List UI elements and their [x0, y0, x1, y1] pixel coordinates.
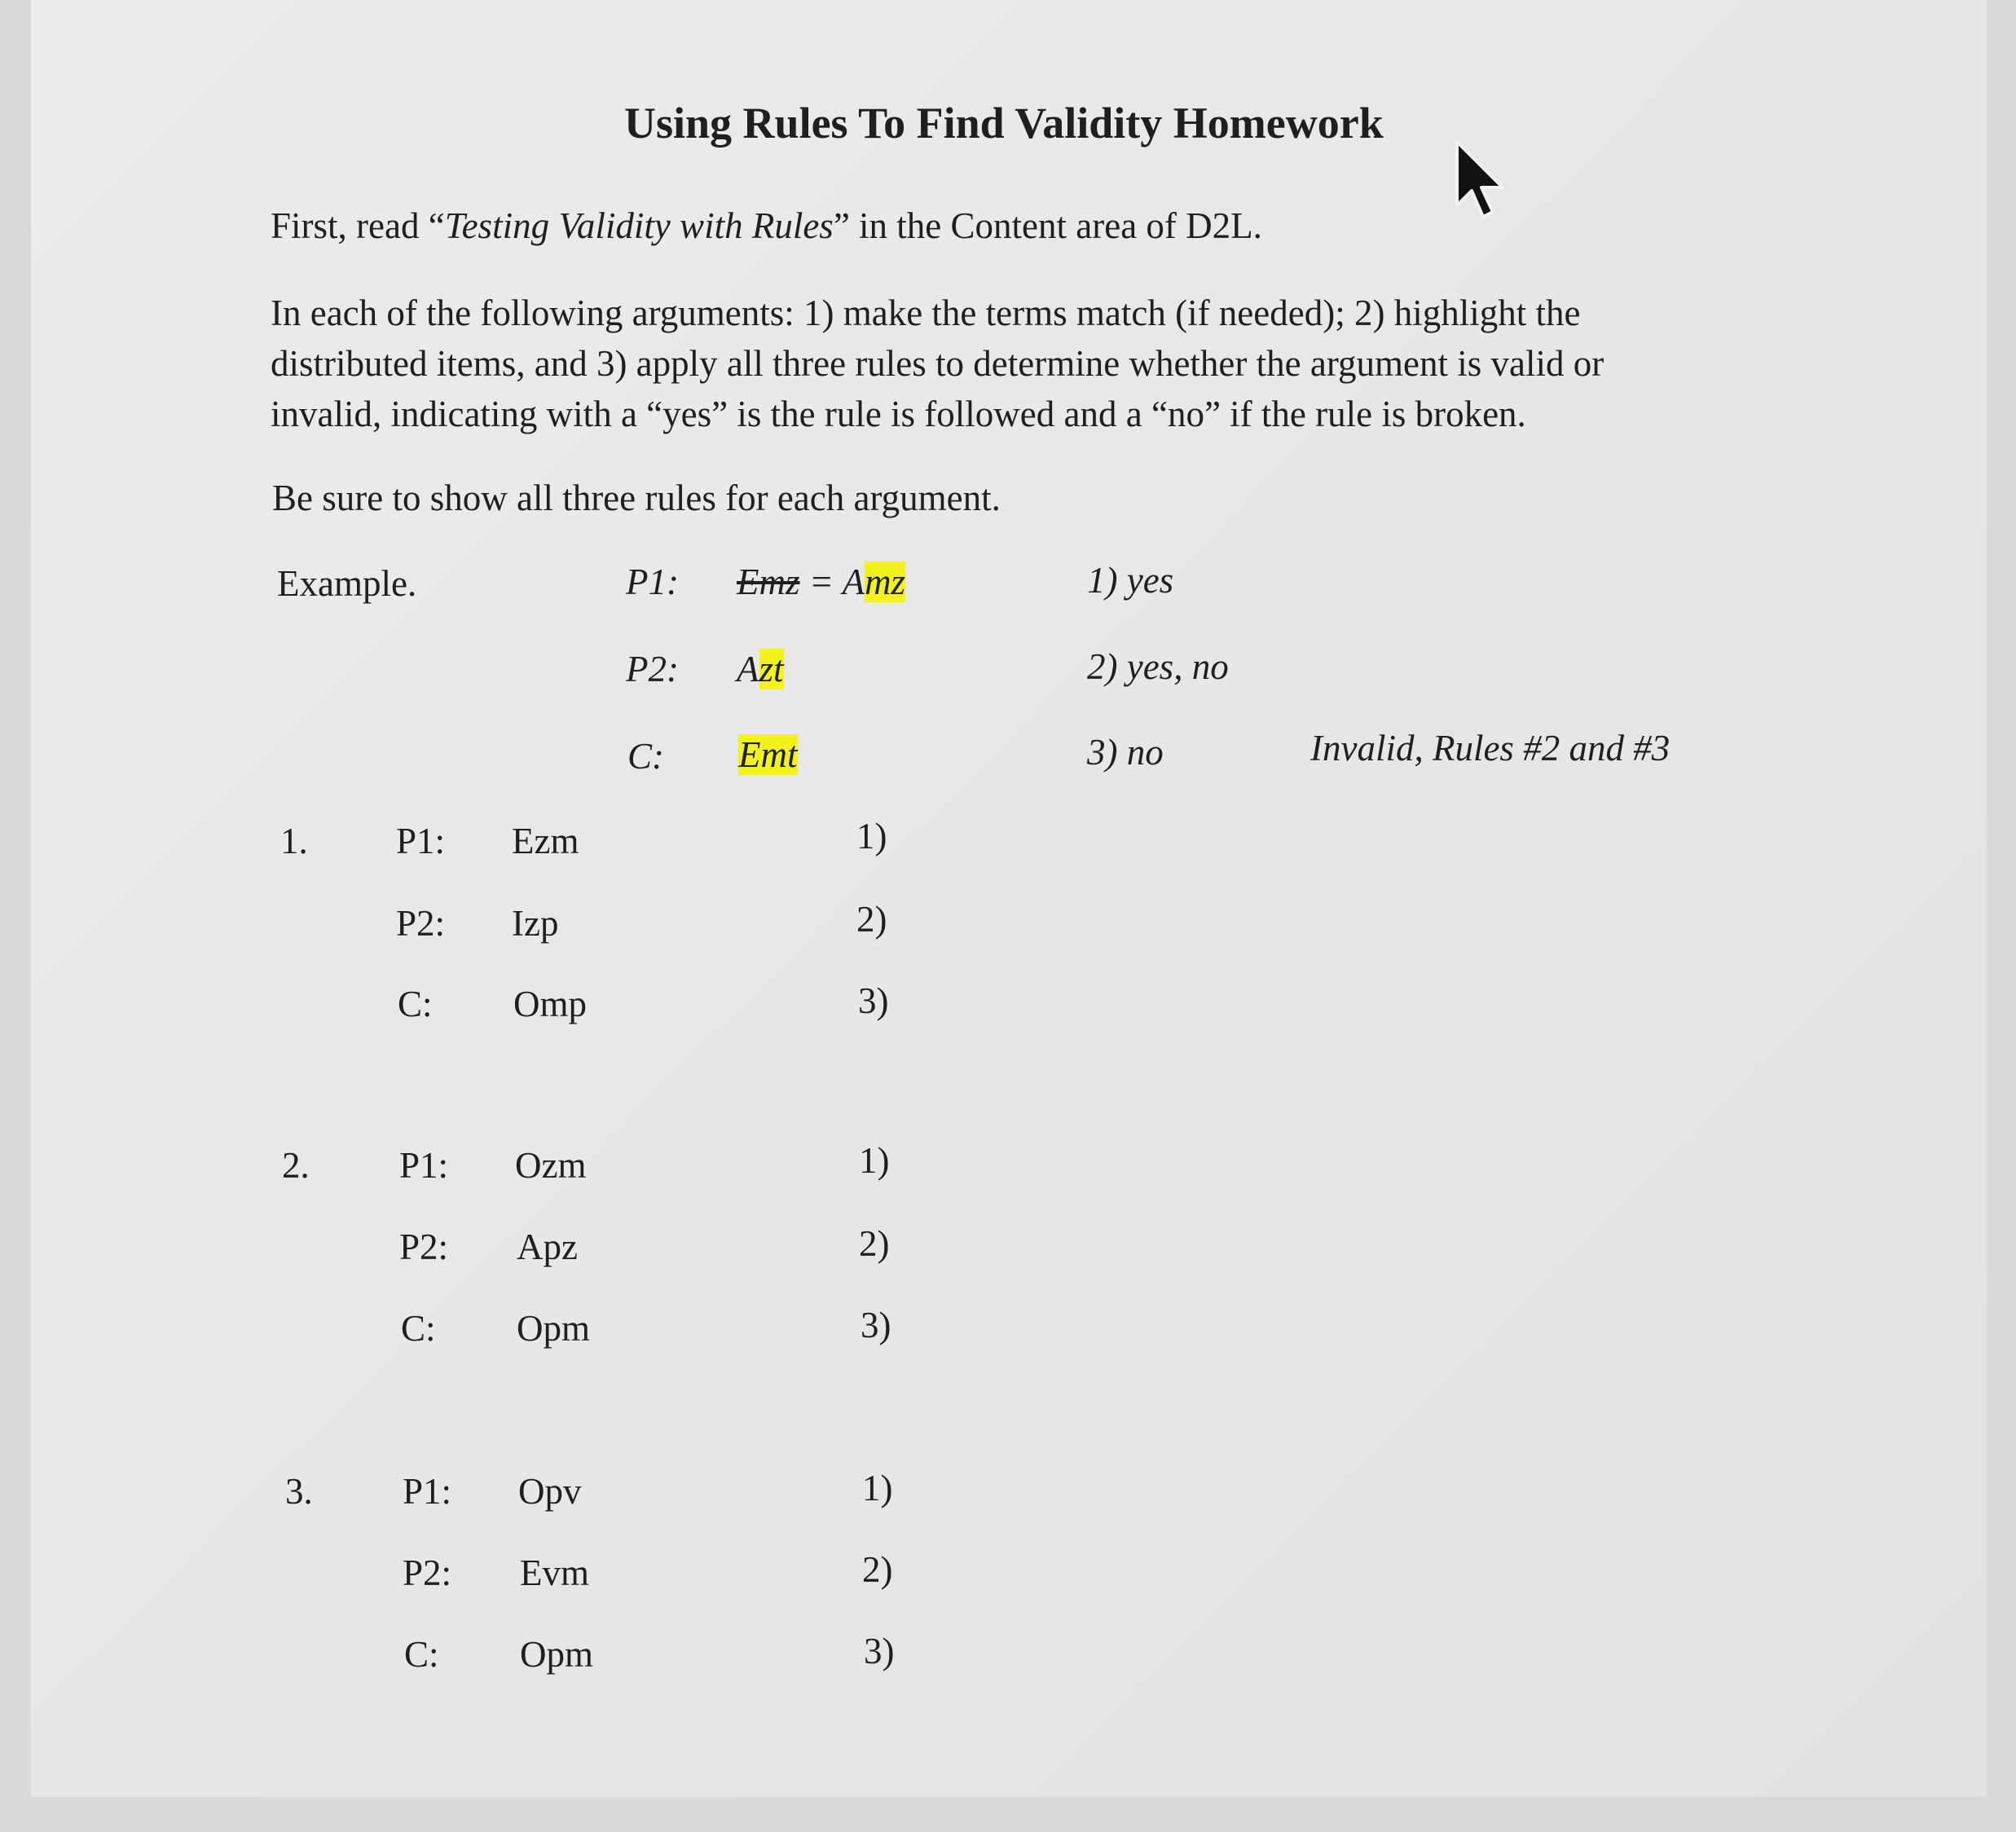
problem-2-rule-2: 2): [859, 1223, 890, 1264]
intro-prefix: First, read “: [271, 205, 445, 246]
problem-3-p2-label: P2:: [403, 1552, 452, 1593]
problem-1-p1-term: Ezm: [512, 821, 579, 861]
problem-3-c-term: Opm: [520, 1634, 593, 1675]
problem-2-rule-1: 1): [859, 1140, 890, 1181]
problem-3-number: 3.: [285, 1471, 313, 1512]
problem-2-p2-term: Apz: [517, 1226, 578, 1267]
problem-2-c-term: Opm: [517, 1308, 590, 1349]
example-p2-prefix: A: [737, 649, 759, 689]
problem-2-rule-3: 3): [861, 1305, 891, 1345]
problem-1-p2-label: P2:: [396, 903, 446, 944]
equals-sign: =: [808, 561, 834, 602]
example-p2-highlight: zt: [759, 649, 784, 689]
problem-2-p1-term: Ozm: [515, 1145, 587, 1186]
reading-title: Testing Validity with Rules: [444, 205, 834, 246]
problem-1-rule-1: 1): [856, 816, 887, 857]
example-c-statement: [738, 733, 798, 776]
example-p2-statement: [737, 648, 784, 690]
problem-3-rule-1: 1): [862, 1468, 893, 1508]
problem-1-p1-label: P1:: [396, 821, 446, 861]
example-p2-label: P2:: [626, 649, 679, 689]
problem-2-p2-label: P2:: [399, 1226, 449, 1267]
problem-1-c-label: C:: [398, 984, 433, 1024]
mouse-pointer-icon: [1452, 139, 1521, 223]
example-p1-term1: Emz: [737, 561, 800, 602]
example-p1-term2-highlight: mz: [865, 561, 906, 602]
example-answer-2: 2) yes, no: [1087, 646, 1229, 687]
problem-1-rule-3: 3): [858, 980, 889, 1021]
example-answer-1: 1) yes: [1087, 560, 1174, 601]
example-p1-statement: [737, 561, 905, 603]
example-c-label: C:: [627, 736, 664, 777]
problem-3-c-label: C:: [404, 1634, 439, 1675]
example-c-highlight: Emt: [738, 734, 798, 775]
instructions-line-3: invalid, indicating with a “yes” is the rule is followed and a “no” if the rule is broken.: [271, 394, 1526, 434]
document-page: [31, 0, 1987, 1797]
problem-2-c-label: C:: [401, 1308, 436, 1349]
problem-3-p2-term: Evm: [520, 1552, 589, 1593]
problem-1-number: 1.: [280, 821, 308, 861]
problem-3-p1-label: P1:: [403, 1471, 452, 1512]
example-p1-term2-prefix: A: [842, 561, 865, 602]
example-label: Example.: [277, 563, 417, 604]
instructions-line-2: distributed items, and 3) apply all three rules to determine whether the argument is valid or: [271, 343, 1604, 384]
intro-line: [271, 200, 1262, 251]
problem-1-c-term: Omp: [513, 984, 587, 1024]
instructions-line-1: In each of the following arguments: 1) make the terms match (if needed); 2) highlight the: [271, 293, 1581, 333]
example-answer-3: 3) no: [1087, 732, 1164, 773]
problem-1-rule-2: 2): [856, 899, 887, 940]
problem-3-p1-term: Opv: [518, 1471, 582, 1512]
problem-3-rule-3: 3): [864, 1631, 895, 1671]
problem-1-p2-term: Izp: [512, 903, 559, 944]
example-p1-label: P1:: [626, 561, 679, 602]
intro-suffix: ” in the Content area of D2L.: [833, 205, 1262, 246]
problem-2-p1-label: P1:: [399, 1145, 449, 1186]
example-verdict: Invalid, Rules #2 and #3: [1310, 728, 1670, 768]
problem-3-rule-2: 2): [862, 1549, 893, 1590]
reminder-text: Be sure to show all three rules for each argument.: [272, 478, 1001, 518]
problem-2-number: 2.: [282, 1145, 310, 1186]
page-title: Using Rules To Find Validity Homework: [624, 99, 1384, 148]
